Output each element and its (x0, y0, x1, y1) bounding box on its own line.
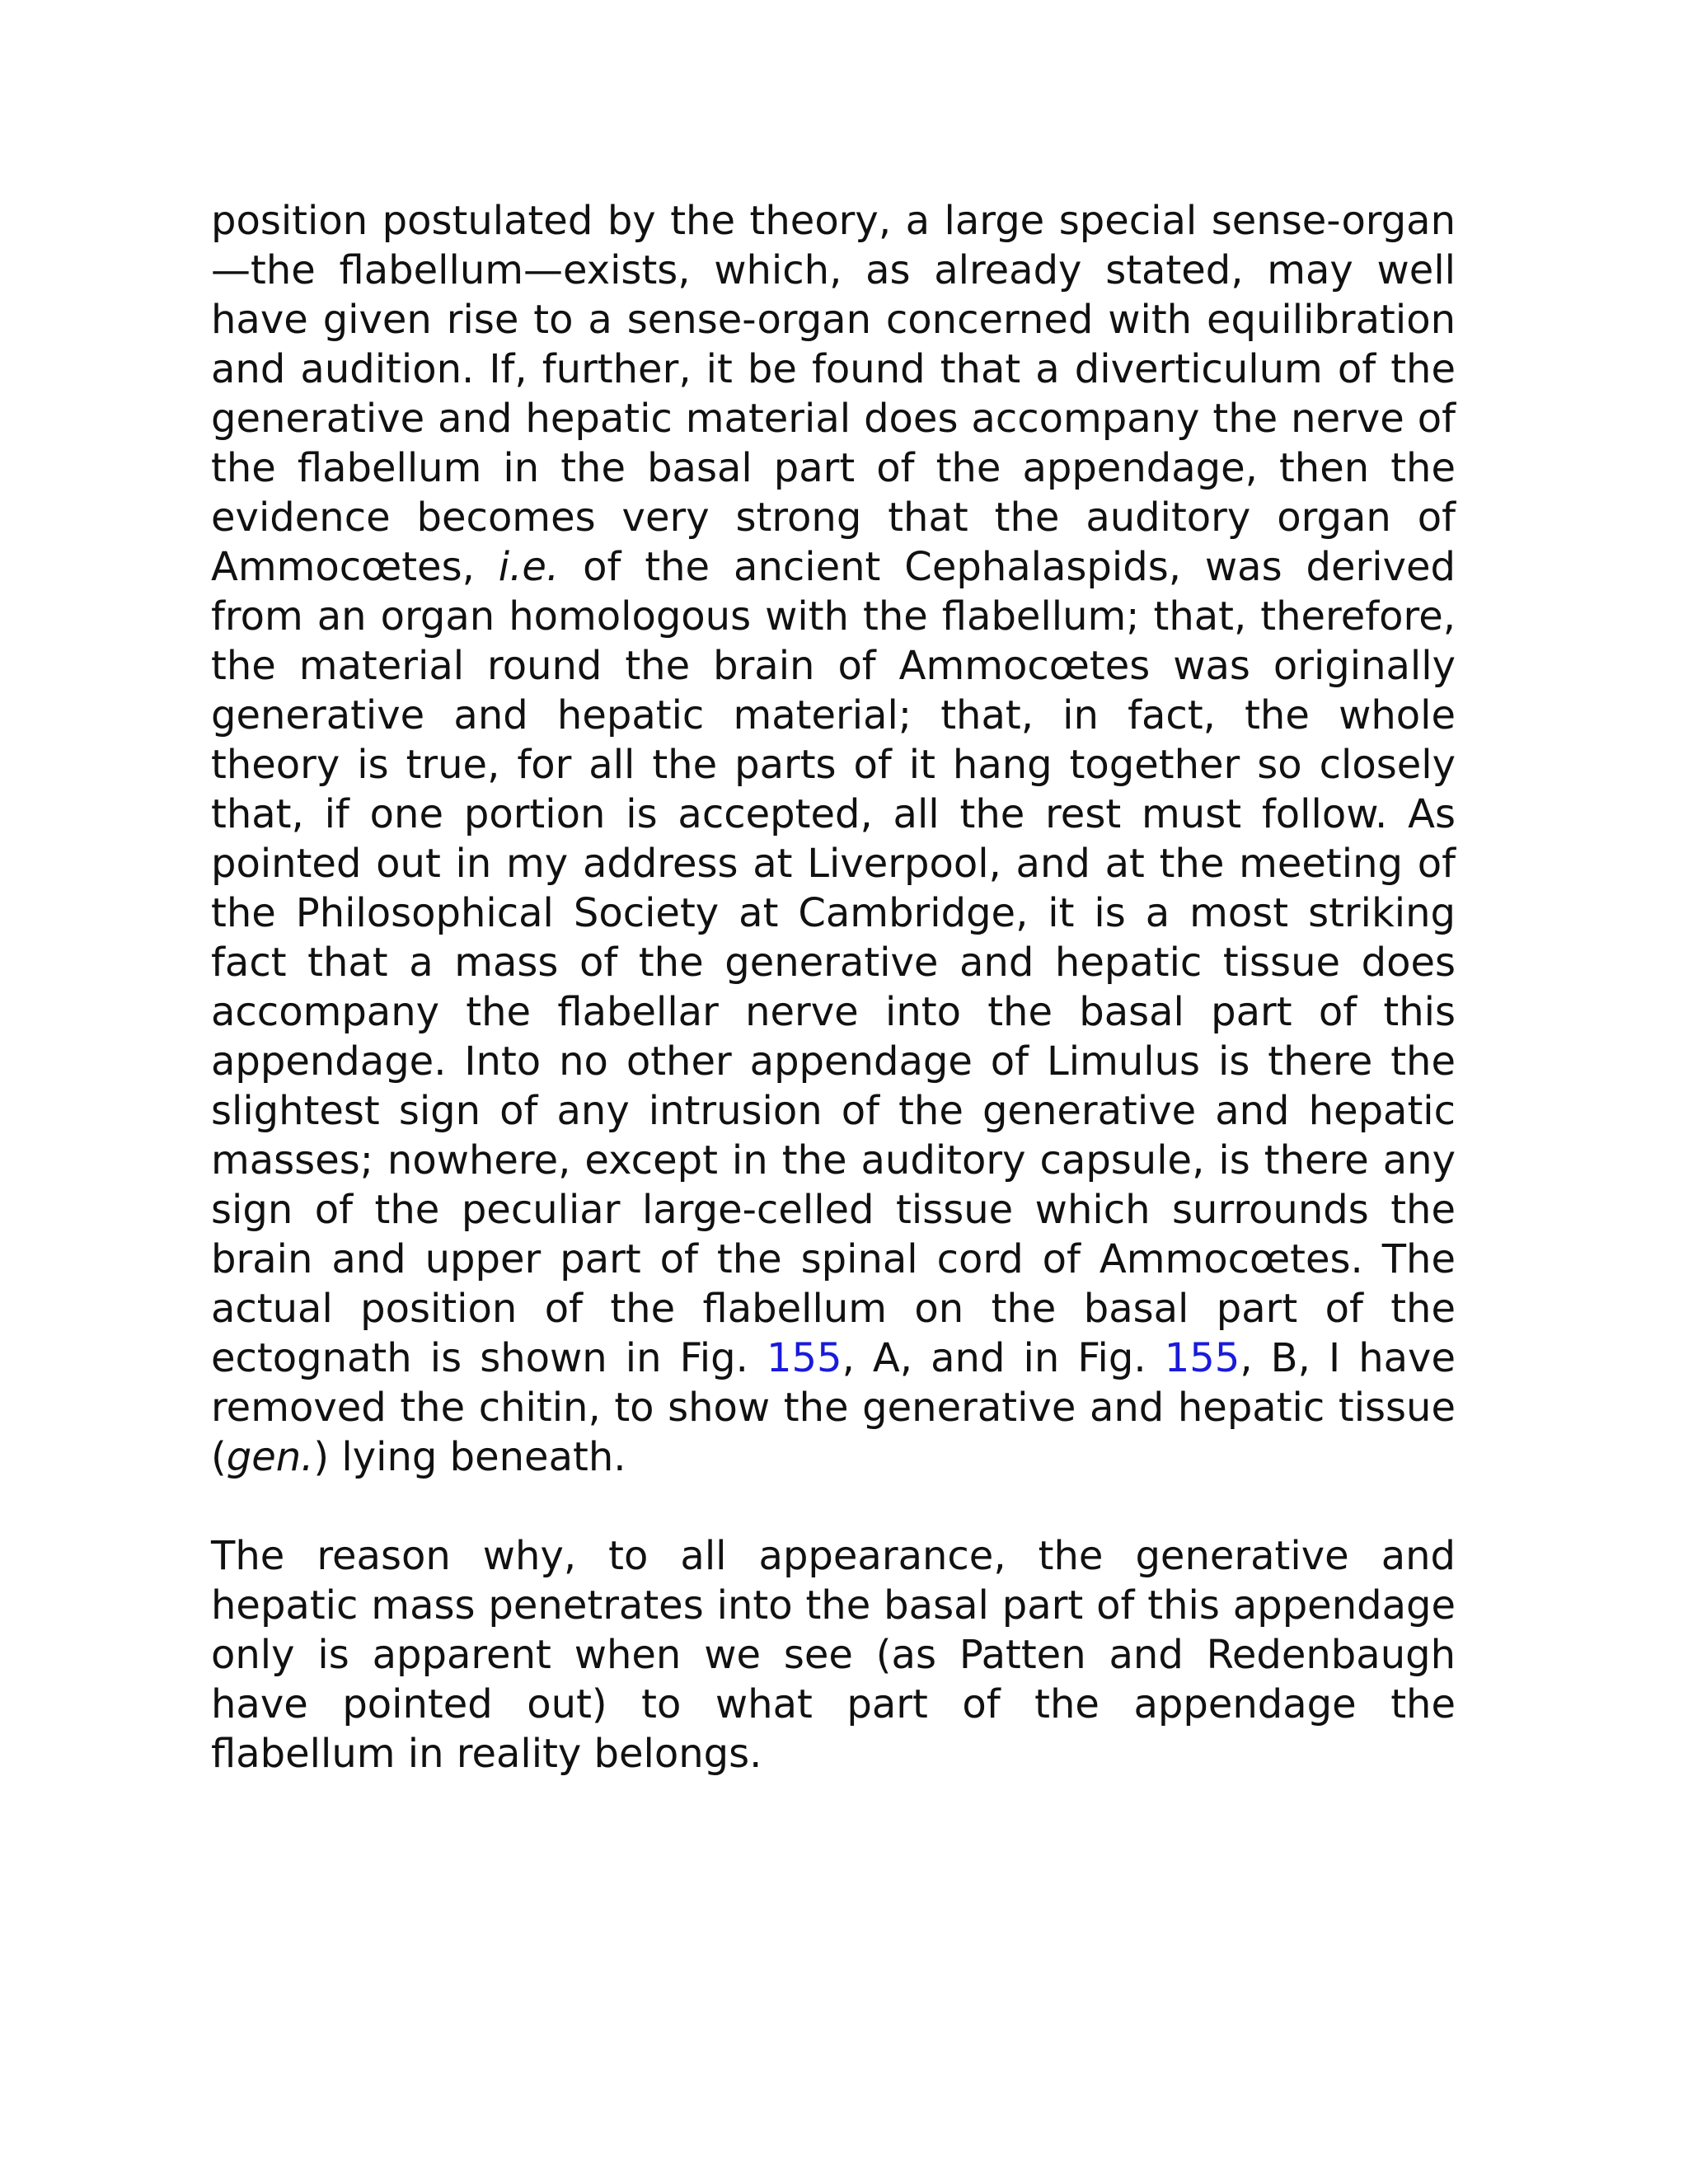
paragraph-1-text-d: , B, I have removed the chitin, to show the generative and hepatic tissue ( (211, 1335, 1456, 1480)
paragraph-1-text-c: , A, and in Fig. (842, 1335, 1165, 1381)
figure-155-link-b[interactable]: 155 (1164, 1335, 1240, 1381)
paragraph-1 (211, 196, 1456, 1482)
paragraph-1-text-a: position postulated by the theory, a large special sense-organ—the flabellum—exists, which, as already stated, may well have given rise to a sense-organ concerned with equilibration and audition. If, further, it be found that a diverticulum of the generative and hepatic material does accompany the nerve of the flabellum in the basal part of the appendage, then the evidence becomes very strong that the auditory organ of Ammocœtes, (211, 198, 1456, 590)
paragraph-1-text-b: of the ancient Cephalaspids, was derived from an organ homologous with the flabellum; that, therefore, the material round the brain of Ammocœtes was originally generative and hepatic material; that, in fact, the whole theory is true, for all the parts of it hang together so closely that, if one portion is accepted, all the rest must follow. As pointed out in my address at Liverpool, and at the meeting of the Philosophical Society at Cambridge, it is a most striking fact that a mass of the generative and hepatic tissue does accompany the flabellar nerve into the basal part of this appendage. Into no other appendage of Limulus is there the slightest sign of any intrusion of the generative and hepatic masses; nowhere, except in the auditory capsule, is there any sign of the peculiar large-celled tissue which surrounds the brain and upper part of the spinal cord of Ammocœtes. The actual position of the flabellum on the basal part of the ectognath is shown in Fig. (211, 544, 1456, 1381)
ie-abbreviation: i.e. (498, 544, 560, 590)
gen-abbreviation: gen. (226, 1434, 314, 1480)
paragraph-2: The reason why, to all appearance, the generative and hepatic mass penetrates into the basal part of this appendage only is apparent when we see (as Patten and Redenbaugh have pointed out) to what part of the appendage the flabellum in reality belongs. (211, 1533, 1456, 1777)
document-page (211, 196, 1456, 1779)
paragraph-1-text-e: ) lying beneath. (313, 1434, 626, 1480)
figure-155-link-a[interactable]: 155 (766, 1335, 842, 1381)
